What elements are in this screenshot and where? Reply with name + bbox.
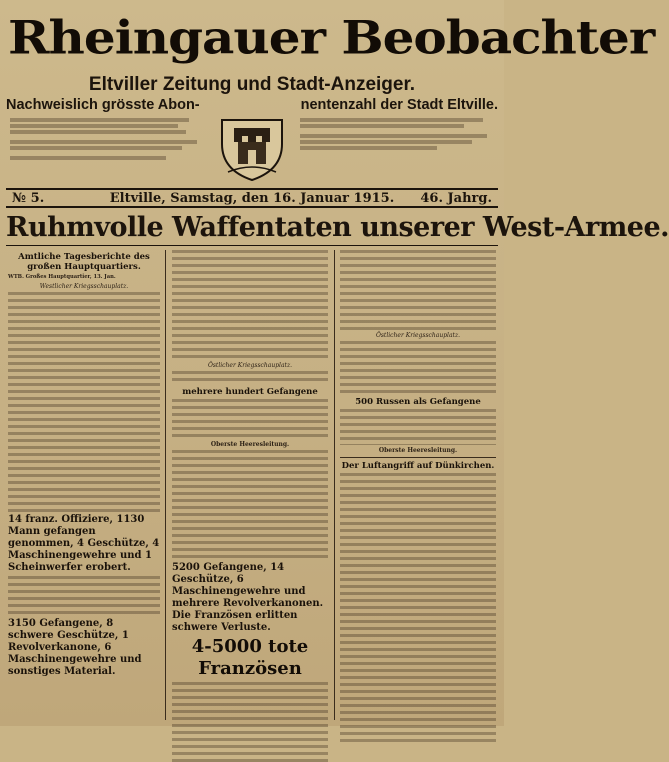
masthead-title: Rheingauer Beobachter bbox=[8, 10, 655, 65]
col1-body-text-2 bbox=[8, 576, 160, 616]
column-divider bbox=[165, 250, 166, 720]
col3-body-text-2 bbox=[340, 341, 496, 395]
col3-section: Oberste Heeresleitung. bbox=[378, 447, 458, 455]
col2-body-text bbox=[172, 250, 328, 360]
article-column-1 bbox=[8, 250, 160, 720]
col2-bold: mehrere hundert Gefangene bbox=[182, 387, 318, 398]
col2-section: Oberste Heeresleitung. bbox=[210, 441, 290, 449]
issue-place-date: Eltville, Samstag, den 16. Januar 1915. bbox=[109, 191, 395, 206]
issue-year: 46. Jahrg. bbox=[420, 191, 492, 206]
col1-bottom: 3150 Gefangene, 8 schwere Geschütze, 1 Revolverkanone, 6 Maschinengewehre und sonstiges Material. bbox=[8, 618, 142, 678]
tagline-left: Nachweislich grösste Abon- bbox=[6, 97, 200, 113]
col1-body-text bbox=[8, 292, 160, 512]
masthead-tagline bbox=[6, 96, 498, 114]
col3-heading2: Der Luftangriff auf Dünkirchen. bbox=[341, 461, 495, 472]
issue-number: № 5. bbox=[12, 191, 45, 206]
col1-heading: Amtliche Tagesberichte des großen Hauptquartiers. bbox=[18, 252, 150, 272]
publisher-info-left bbox=[10, 116, 205, 184]
col1-sub: Westlicher Kriegsschauplatz. bbox=[39, 283, 129, 291]
main-headline: Ruhmvolle Waffentaten unserer West-Armee. bbox=[6, 210, 498, 246]
column-divider bbox=[334, 250, 335, 720]
col3-bold1: 500 Russen als Gefangene bbox=[355, 397, 481, 408]
issue-date-bar bbox=[6, 188, 498, 208]
col2-body-text-5 bbox=[172, 682, 328, 762]
col3-body-text-3 bbox=[340, 409, 496, 445]
town-crest-icon bbox=[212, 114, 292, 184]
col1-bold-finale: 14 franz. Offiziere, 1130 Mann gefangen genommen, 4 Geschütze, 4 Maschinengewehre und 1 Scheinwerfer erobert. bbox=[8, 514, 160, 574]
col2-sub: Östlicher Kriegsschauplatz. bbox=[207, 362, 293, 369]
col3-body-text bbox=[340, 250, 496, 330]
col3-sub: Östlicher Kriegsschauplatz. bbox=[375, 332, 461, 339]
col1-dateline: WTB. Großes Hauptquartier, 13. Jan. bbox=[8, 274, 116, 280]
col3-body-text-4 bbox=[340, 473, 496, 743]
col2-body-text-2 bbox=[172, 371, 328, 385]
publisher-info-right bbox=[300, 116, 495, 184]
masthead-subtitle: Eltviller Zeitung und Stadt-Anzeiger. bbox=[88, 74, 416, 95]
col2-big-number: 4-5000 tote Französen bbox=[191, 636, 309, 680]
article-column-2 bbox=[172, 250, 328, 720]
col2-body-text-4 bbox=[172, 450, 328, 560]
article-column-3 bbox=[340, 250, 496, 720]
col2-count-line: 5200 Gefangene, 14 Geschütze, 6 Maschinengewehre und mehrere Revolverkanonen. Die Französen erlitten schwere Verluste. bbox=[172, 562, 324, 634]
col2-body-text-3 bbox=[172, 399, 328, 439]
tagline-right: nentenzahl der Stadt Eltville. bbox=[300, 97, 498, 113]
